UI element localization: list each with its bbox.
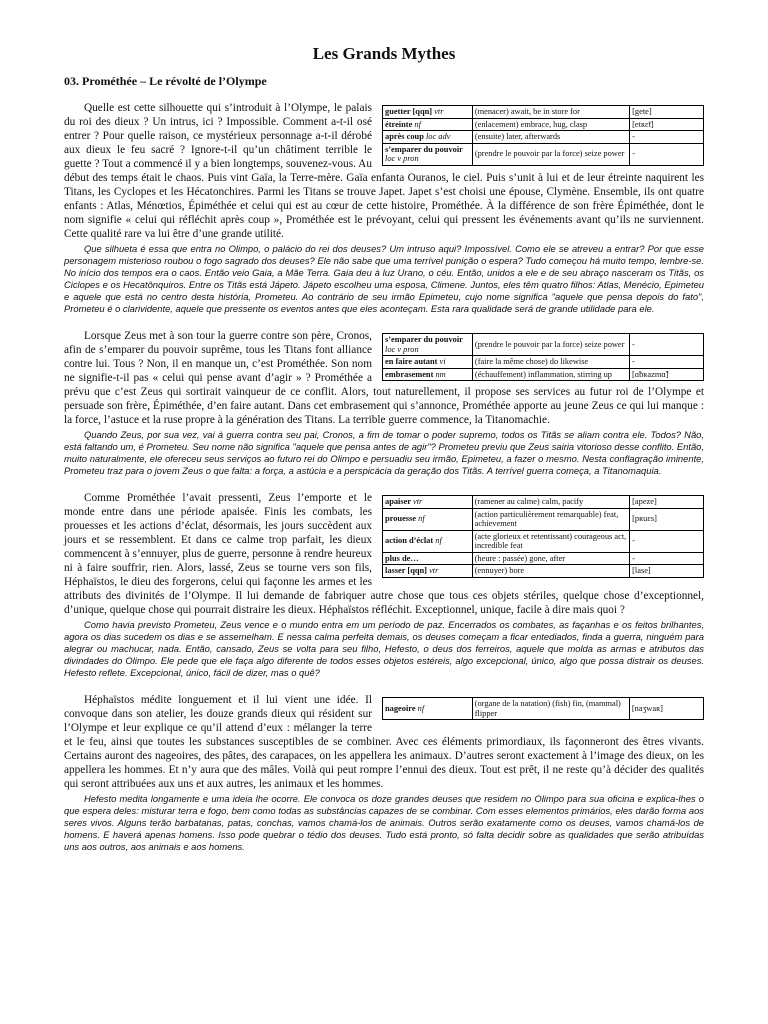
glossary-row: s’emparer du pouvoir loc v pron (prendre le pouvoir par la force) seize power - bbox=[383, 334, 704, 356]
story-section bbox=[64, 491, 704, 679]
portuguese-translation: Como havia previsto Prometeu, Zeus vence e o mundo entra em um período de paz. Encerrados os combates, as façanhas e os feitos brilhantes, agora os dias sucedem os dias e se assemelham. E nessa calma perfeita demais, os deuses começam a ficar entediados, finda a guerra, ninguém para alegrar ou machucar, nada. Então, cansado, Zeus se volta para seu filho, Hefesto, o deus dos ferreiros, aquele que molda as armas e atributos das divindades do Olimpo. Ele pede que ele faça algo diferente de todos esses objetos estéreis, algo excepcional, único, algo que possa distrair os deuses. Hefesto reflete. Excepcional, único, fácil de dizer, mas o quê? bbox=[64, 619, 704, 678]
glossary-row: en faire autant vi (faire la même chose) do likewise - bbox=[383, 356, 704, 369]
glossary-row: après coup loc adv (ensuite) later, afterwards - bbox=[383, 131, 704, 144]
glossary-row: plus de… (heure : passée) gone, after - bbox=[383, 552, 704, 565]
glossary-table bbox=[382, 495, 704, 578]
glossary-row: nageoire nf (organe de la natation) (fish) fin, (mammal) flipper [naʒwaʀ] bbox=[383, 698, 704, 720]
french-paragraph: Comme Prométhée l’avait pressenti, Zeus l’emporte et le monde entre dans une période apaisée. Finis les combats, les prouesses et les actions d’éclat, désormais, les jours succèdent aux jours et se ressemblent. Et dans ce calme trop parfait, les dieux commencent à s’ennuyer, plus de guerre, personne à rendre heureux ni à faire souffrir, rien. Alors, lassé, Zeus se tourne vers son fils, Héphaïstos, le dieu des forgerons, celui qui façonne les armes et les attributs des divinités de l’Olympe. Il lui demande de fabriquer autre chose que tous ces objets stériles, quelque chose d’exceptionnel, d’unique, quelque chose qui pourrait distraire les dieux. Héphaïstos réfléchit. Exceptionnel, unique, facile à dire mais quoi ? bbox=[64, 492, 704, 616]
glossary-row: étreinte nf (enlacement) embrace, hug, clasp [etʀɛ̃t] bbox=[383, 118, 704, 131]
glossary-row: prouesse nf (action particulièrement remarquable) feat, achievement [pʀuɛs] bbox=[383, 508, 704, 530]
story-section bbox=[64, 101, 704, 315]
glossary-row: action d’éclat nf (acte glorieux et retentissant) courageous act, incredible feat - bbox=[383, 530, 704, 552]
glossary-row: s’emparer du pouvoir loc v pron (prendre le pouvoir par la force) seize power - bbox=[383, 143, 704, 165]
french-paragraph: Héphaïstos médite longuement et il lui vient une idée. Il convoque dans son atelier, les douze grands dieux qui résident sur l’Olympe et leur explique ce qu’il attend d’eux : mélanger la terre et le feu, ainsi que toutes les substances susceptibles de se combiner. Avec ces éléments primordiaux, ils façonneront des êtres vivants. Certains auront des nageoires, des pâtes, des carapaces, on les appellera les animaux. D’autres seront exactement à l’image des dieux, on les appellera les hommes. Et n’y aura que des mâles. Voilà qui peut rompre l’ennui des dieux. Tout est prêt, il ne reste qu’à décider des qualités qui seront attribuées aux uns et aux autres, les animaux et les hommes. bbox=[64, 694, 704, 790]
glossary-row: guetter [qqn] vtr (menacer) await, be in store for [gete] bbox=[383, 106, 704, 119]
glossary-table bbox=[382, 697, 704, 720]
portuguese-translation: Hefesto medita longamente e uma ideia lhe ocorre. Ele convoca os doze grandes deuses que residem no Olimpo para sua oficina e explica-lhes o que espera deles: misturar terra e fogo, bem como todas as substâncias capazes de se combinar. Com esses elementos primários, eles darão forma aos seres vivos. Alguns terão barbatanas, patas, conchas, vamos chamá-los de animais. Outros serão exatamente como os deuses, vamos chamá-los de homens. E haverá apenas homens. Isso pode quebrar o tédio dos deuses. Tudo está pronto, só falta decidir sobre as qualidades que serão atribuídas uns aos outros, aos animais e aos homens. bbox=[64, 793, 704, 852]
portuguese-translation: Quando Zeus, por sua vez, vai à guerra contra seu pai, Cronos, a fim de tomar o poder supremo, todos os Titãs se aliam contra ele. Todos? Não, está faltando um, é Prometeu. Seu nome não significa "aquele que pensa antes de agir"? Prometeu previu que Zeus sairia vitorioso desse conflito. Então, muito naturalmente, ele ofereceu seus serviços ao futuro rei do Olimpo e persuadiu seu irmão, Epimeteu, a fazer o mesmo. Nesta conflagração iminente, Prometeu traz para o jovem Zeus o que falta: a força, a astúcia e a perspicácia da geração dos Titãs. A terrível guerra começa, a Titanomaquia. bbox=[64, 429, 704, 476]
story-section bbox=[64, 693, 704, 853]
document-page bbox=[64, 44, 704, 867]
french-paragraph: Lorsque Zeus met à son tour la guerre contre son père, Cronos, afin de s’emparer du pouvoir suprême, tous les Titans font alliance contre lui. Tous ? Non, il en manque un, c’est Prométhée. Son nom ne signifie-t-il pas « celui qui pense avant d’agir » ? Prométhée a prévu que c’est Zeus qui sortirait vainqueur de ce conflit. Alors, tout naturellement, il propose ses services au futur roi de l’Olympe et persuade son frère, Épiméthée, d’en faire autant. Dans cet embrasement qui s’annonce, Prométhée apporte au jeune Zeus ce qui lui manque : la force, l’astuce et la ruse propre à la génération des Titans. La terrible guerre commence, la Titanomachie. bbox=[64, 330, 704, 426]
portuguese-translation: Que silhueta é essa que entra no Olimpo, o palácio do rei dos deuses? Um intruso aqui? Impossível. Como ele se atreveu a entrar? Por que esse personagem misterioso roubou o fogo sagrado dos deuses? Ele não sabe que uma terrível punição o espera? Tudo começou há muito tempo, lembre-se. No início dos tempos era o caos. Então veio Gaia, a Mãe Terra. Gaia deu à luz Urano, o céu. Então, unidos a ele e de seu abraço nasceram os Titãs, os Ciclopes e os Hecatônquiros. Entre os Titãs está Jápeto. Jápeto escolheu uma esposa, Climene. Juntos, eles têm quatro filhos: Atlas, Menécio, Epimeteu e aquele que está no centro desta história, Prometeu. Ao contrário de seu irmão Epimeteu, cujo nome significa "aquele que pensa depois do fato", Prometeu é o clarividente, aquele que pressente os eventos antes que eles aconteçam. Esta rara qualidade será de grande utilidade para ele. bbox=[64, 243, 704, 314]
story-section bbox=[64, 329, 704, 477]
glossary-table bbox=[382, 333, 704, 381]
chapter-heading: 03. Prométhée – Le révolté de l’Olympe bbox=[64, 74, 267, 88]
glossary-table bbox=[382, 105, 704, 166]
glossary-row: apaiser vtr (ramener au calme) calm, pacify [apeze] bbox=[383, 496, 704, 509]
page-title: Les Grands Mythes bbox=[312, 44, 456, 63]
french-paragraph: Quelle est cette silhouette qui s’introduit à l’Olympe, le palais du roi des dieux ? Un intrus, ici ? Impossible. Comment a-t-il osé entrer ? Pour quelle raison, ce mystérieux personnage a-t-il dérobé aux dieux le feu sacré ? Ignore-t-il qu’un châtiment terrible le guette ? Tout a commencé il y a bien longtemps, souvenez-vous. Au début des temps était le chaos. Puis vint Gaïa, la Terre-mère. Gaïa enfanta Ouranos, le ciel. Puis s’unit à lui et de leur étreinte naquirent les Titans, les Cyclopes et les Hécatonchires. Parmi les Titans se trouve Japet. Japet s’est choisi une épouse, Clymène. Ensemble, ils ont quatre enfants : Atlas, Ménœtios, Épiméthée et celui qui est au cœur de cette histoire, Prométhée. À la différence de son frère Épiméthée, dont le nom signifie « celui qui réfléchit après coup », Prométhée est le prévoyant, celui qui pressent les événements avant qu’ils ne surviennent. Cette qualité rare va lui être d’une grande utilité. bbox=[64, 102, 704, 240]
glossary-row: lasser [qqn] vtr (ennuyer) bore [lase] bbox=[383, 565, 704, 578]
glossary-row: embrasement nm (échauffement) inflammation, stirring up [ɑ̃bʀazmɑ̃] bbox=[383, 368, 704, 381]
